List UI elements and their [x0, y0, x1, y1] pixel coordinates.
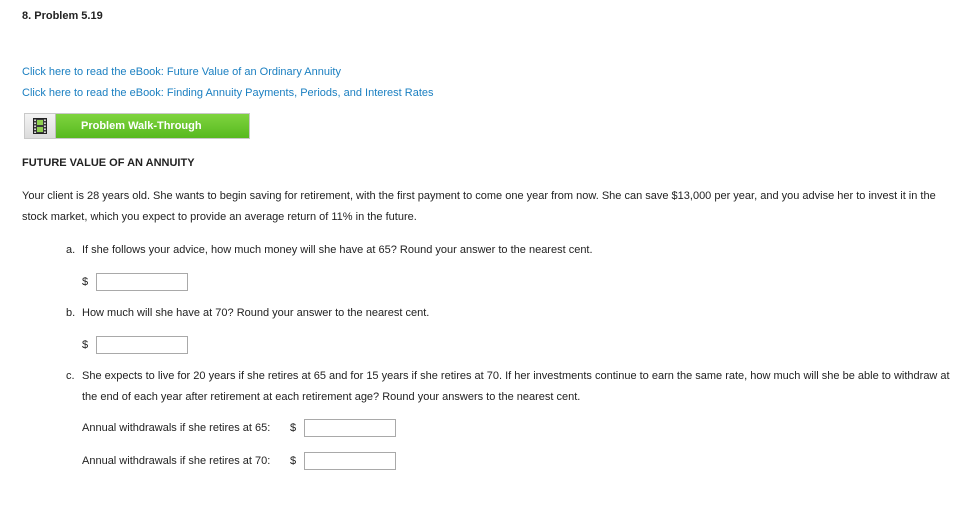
problem-intro-text: Your client is 28 years old. She wants to begin saving for retirement, with the first payment to come one year from now. She can save $13,000 per year, and you advise her to invest it in the stock market, which you expect to provide an average return of 11% in the future. — [22, 190, 936, 223]
answer-b-input[interactable] — [96, 336, 188, 354]
withdrawal-70-label — [82, 455, 290, 467]
withdrawal-70-input[interactable] — [304, 452, 396, 470]
ebook-link-future-value[interactable]: Click here to read the eBook: Future Value of an Ordinary Annuity — [22, 66, 341, 78]
question-b-letter: b. — [66, 307, 76, 319]
answer-b-row — [82, 336, 188, 354]
question-b-text: How much will she have at 70? Round your answer to the nearest cent. — [82, 307, 430, 319]
withdrawal-65-input[interactable] — [304, 419, 396, 437]
question-a — [66, 244, 593, 256]
answer-c-65-row — [82, 419, 396, 437]
question-a-letter: a. — [66, 244, 76, 256]
withdrawal-65-label — [82, 422, 290, 434]
walkthrough-label: Problem Walk-Through — [56, 114, 249, 138]
question-c — [66, 366, 956, 408]
answer-a-row — [82, 273, 188, 291]
problem-title: 8. Problem 5.19 — [22, 10, 103, 22]
ebook-link-annuity-payments[interactable]: Click here to read the eBook: Finding Annuity Payments, Periods, and Interest Rates — [22, 87, 434, 99]
withdrawal-65-label-text: Annual withdrawals if she retires at 65: — [82, 422, 271, 434]
problem-walkthrough-button[interactable] — [24, 113, 250, 139]
currency-symbol: $ — [82, 276, 89, 288]
currency-symbol: $ — [290, 455, 297, 467]
answer-c-70-row — [82, 452, 396, 470]
film-icon — [25, 114, 56, 138]
section-heading: FUTURE VALUE OF AN ANNUITY — [22, 157, 195, 169]
answer-a-input[interactable] — [96, 273, 188, 291]
withdrawal-70-label-text: Annual withdrawals if she retires at 70: — [82, 455, 271, 467]
currency-symbol: $ — [82, 339, 89, 351]
question-a-text: If she follows your advice, how much money will she have at 65? Round your answer to the nearest cent. — [82, 244, 593, 256]
question-c-letter: c. — [66, 370, 75, 382]
question-b — [66, 307, 429, 319]
question-c-text: She expects to live for 20 years if she retires at 65 and for 15 years if she retires at 70. If her investments continue to earn the same rate, how much will she be able to withdraw at the end of each year after retirement at each retirement age? Round your answers to the nearest cent. — [82, 370, 950, 403]
film-icon-graphic — [33, 118, 47, 134]
currency-symbol: $ — [290, 422, 297, 434]
